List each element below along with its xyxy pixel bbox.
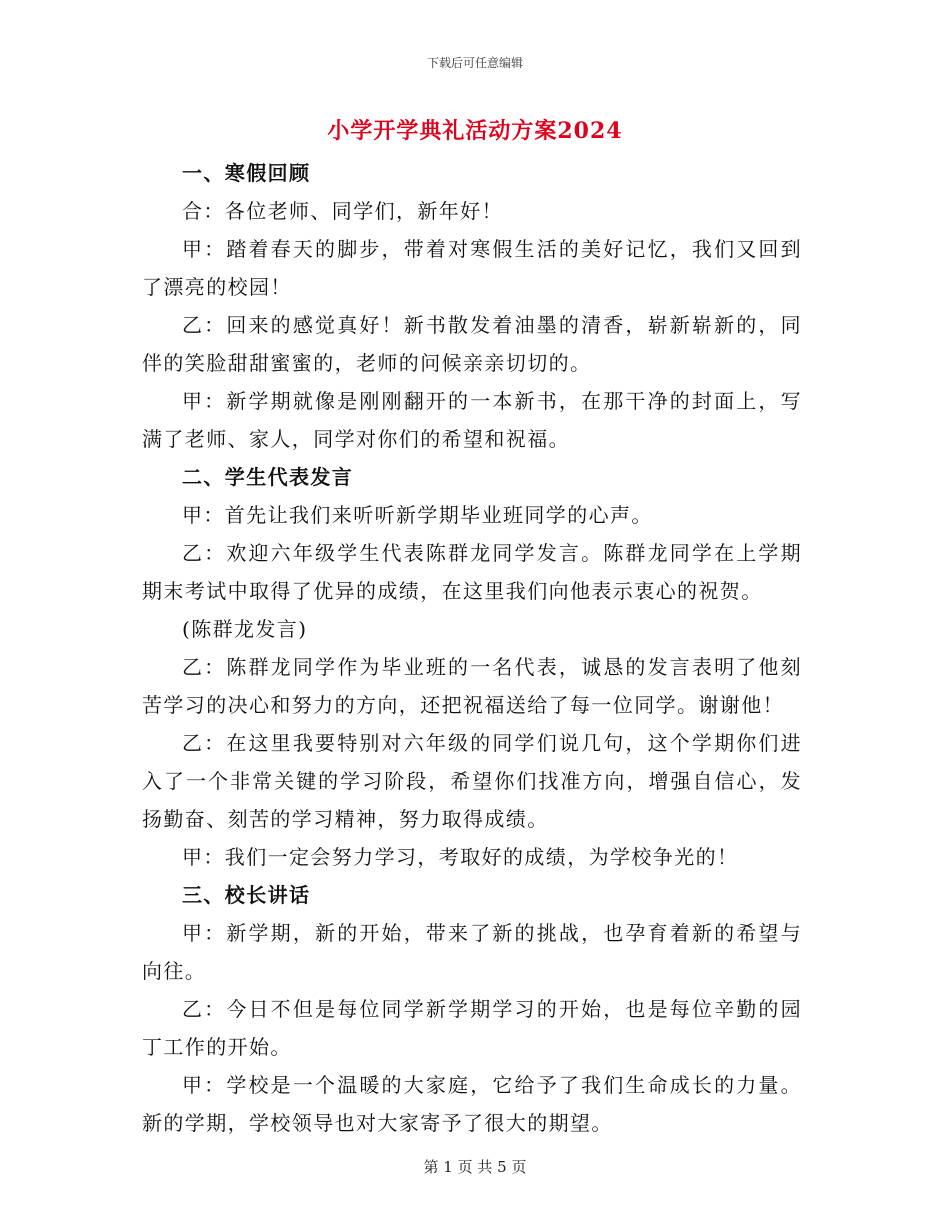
paragraph: 甲：学校是一个温暖的大家庭，它给予了我们生命成长的力量。新的学期，学校领导也对大家寄予了很大的期望。 (142, 1073, 802, 1135)
paragraph: 乙：今日不但是每位同学新学期学习的开始，也是每位辛勤的园丁工作的开始。 (142, 997, 802, 1059)
paragraph: 乙：回来的感觉真好！新书散发着油墨的清香，崭新崭新的，同伴的笑脸甜甜蜜蜜的，老师的问候亲亲切切的。 (142, 313, 802, 375)
section-heading: 三、校长讲话 (182, 883, 311, 907)
paragraph: 乙：欢迎六年级学生代表陈群龙同学发言。陈群龙同学在上学期期末考试中取得了优异的成绩，在这里我们向他表示衷心的祝贺。 (142, 541, 802, 603)
document-body (142, 154, 802, 1142)
document-title: 小学开学典礼活动方案2024 (327, 118, 623, 144)
paragraph: 甲：新学期，新的开始，带来了新的挑战，也孕育着新的希望与向往。 (142, 921, 802, 983)
paragraph: 乙：陈群龙同学作为毕业班的一名代表，诚恳的发言表明了他刻苦学习的决心和努力的方向，还把祝福送给了每一位同学。谢谢他！ (142, 655, 802, 717)
paragraph: 乙：在这里我要特别对六年级的同学们说几句，这个学期你们进入了一个非常关键的学习阶段，希望你们找准方向，增强自信心，发扬勤奋、刻苦的学习精神，努力取得成绩。 (142, 731, 802, 831)
section-heading: 一、寒假回顾 (182, 161, 311, 185)
section-heading: 二、学生代表发言 (182, 465, 354, 489)
paragraph: 甲：我们一定会努力学习，考取好的成绩，为学校争光的！ (182, 845, 739, 869)
paragraph: 甲：新学期就像是刚刚翻开的一本新书，在那干净的封面上，写满了老师、家人，同学对你们的希望和祝福。 (142, 389, 802, 451)
header-note: 下载后可任意编辑 (426, 56, 523, 70)
paragraph: 甲：踏着春天的脚步，带着对寒假生活的美好记忆，我们又回到了漂亮的校园！ (142, 237, 802, 299)
paragraph: 合：各位老师、同学们，新年好！ (182, 199, 503, 223)
page-footer: 第 1 页 共 5 页 (423, 1158, 527, 1176)
paragraph: 甲：首先让我们来听听新学期毕业班同学的心声。 (182, 503, 653, 527)
paragraph: (陈群龙发言) (182, 617, 308, 641)
